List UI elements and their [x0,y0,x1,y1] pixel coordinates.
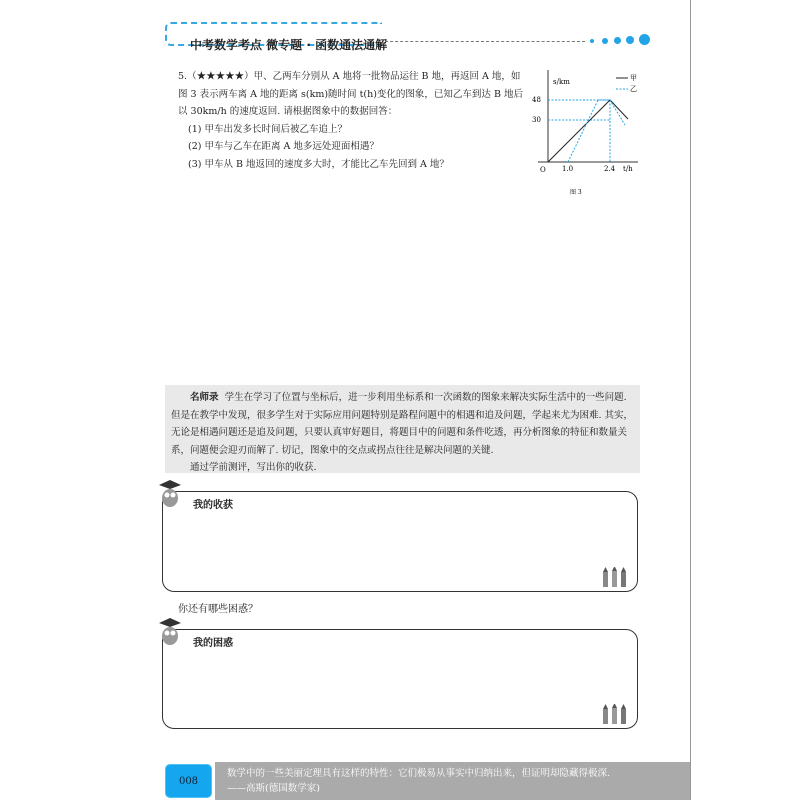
question-2: (2) 甲车与乙车在距离 A 地多远处迎面相遇？ [188,141,379,152]
header-title: 中考数学考点 微专题 · 函数通法通解 [190,38,388,52]
series-yi [568,100,625,162]
header-dot [639,34,650,45]
question-3: (3) 甲车从 B 地返回的速度多大时，才能比乙车先回到 A 地？ [188,158,449,170]
header-dot [602,38,608,44]
header-dot [626,36,634,44]
xtick-1.0: 1.0 [562,165,574,173]
note-text: 学生在学习了位置与坐标后，进一步利用坐标系和一次函数的图象来解决实际生活中的一些问题. 但是在教学中发现，很多学生对于实际应用问题特别是路程问题中的相遇和追及问题，学起来尤为困难. 其实，无论是相遇问题还是追及问题，只要认真审好题目，将题目中的问题和条件吃透，再分析图象的特征和数量关系，问题便会迎刃而解了. 切记，图象中的交点或拐点往往是解决问题的关键. [171,392,634,456]
page-edge [690,0,691,800]
question-1: (1) 甲车出发多长时间后被乙车追上？ [188,123,347,135]
note-prompt: 通过学前测评，写出你的收获. [190,462,317,473]
owl-graduate-icon [157,616,183,646]
header-dot [614,37,621,44]
quote-text: 数学中的一些美丽定理具有这样的特性：它们极易从事实中归纳出来，但证明却隐藏得极深. [227,768,611,779]
owl-graduate-icon [157,478,183,508]
y-label: s/km [553,78,570,86]
origin-label: O [540,166,546,174]
confusion-title: 我的困惑 [193,638,233,649]
figure-3-graph [528,70,653,205]
gains-title: 我的收获 [193,500,233,511]
ytick-48: 48 [532,96,541,104]
gains-box[interactable] [162,491,638,592]
pencils-icon [601,567,629,587]
pencils-icon [601,704,629,724]
page-number: 008 [165,764,212,798]
confusion-box[interactable] [162,629,638,729]
problem-stem: 5.（★★★★★）甲、乙两车分别从 A 地将一批物品运往 B 地，再返回 A 地，如图 3 表示两车离 A 地的距离 s(km)随时间 t(h)变化的图象，已知乙车到达 B 地后以 30km/h 的速度返回. 请根据图象中的数据回答： [178,71,523,117]
figure-caption: 图 3 [570,189,582,196]
legend-yi: 乙 [630,85,637,93]
footer-quote [215,762,690,800]
header-dot [590,39,594,43]
note-label: 名师录 [190,392,219,403]
x-label: t/h [623,165,633,173]
xtick-2.4: 2.4 [604,165,616,173]
quote-author: ——高斯(德国数学家) [227,783,320,794]
teacher-note [165,385,640,473]
header-dotted-line [385,41,585,42]
confusion-question: 你还有哪些困惑？ [178,604,258,615]
legend-jia: 甲 [630,74,637,82]
problem-5 [178,68,523,173]
ytick-30: 30 [532,116,541,124]
